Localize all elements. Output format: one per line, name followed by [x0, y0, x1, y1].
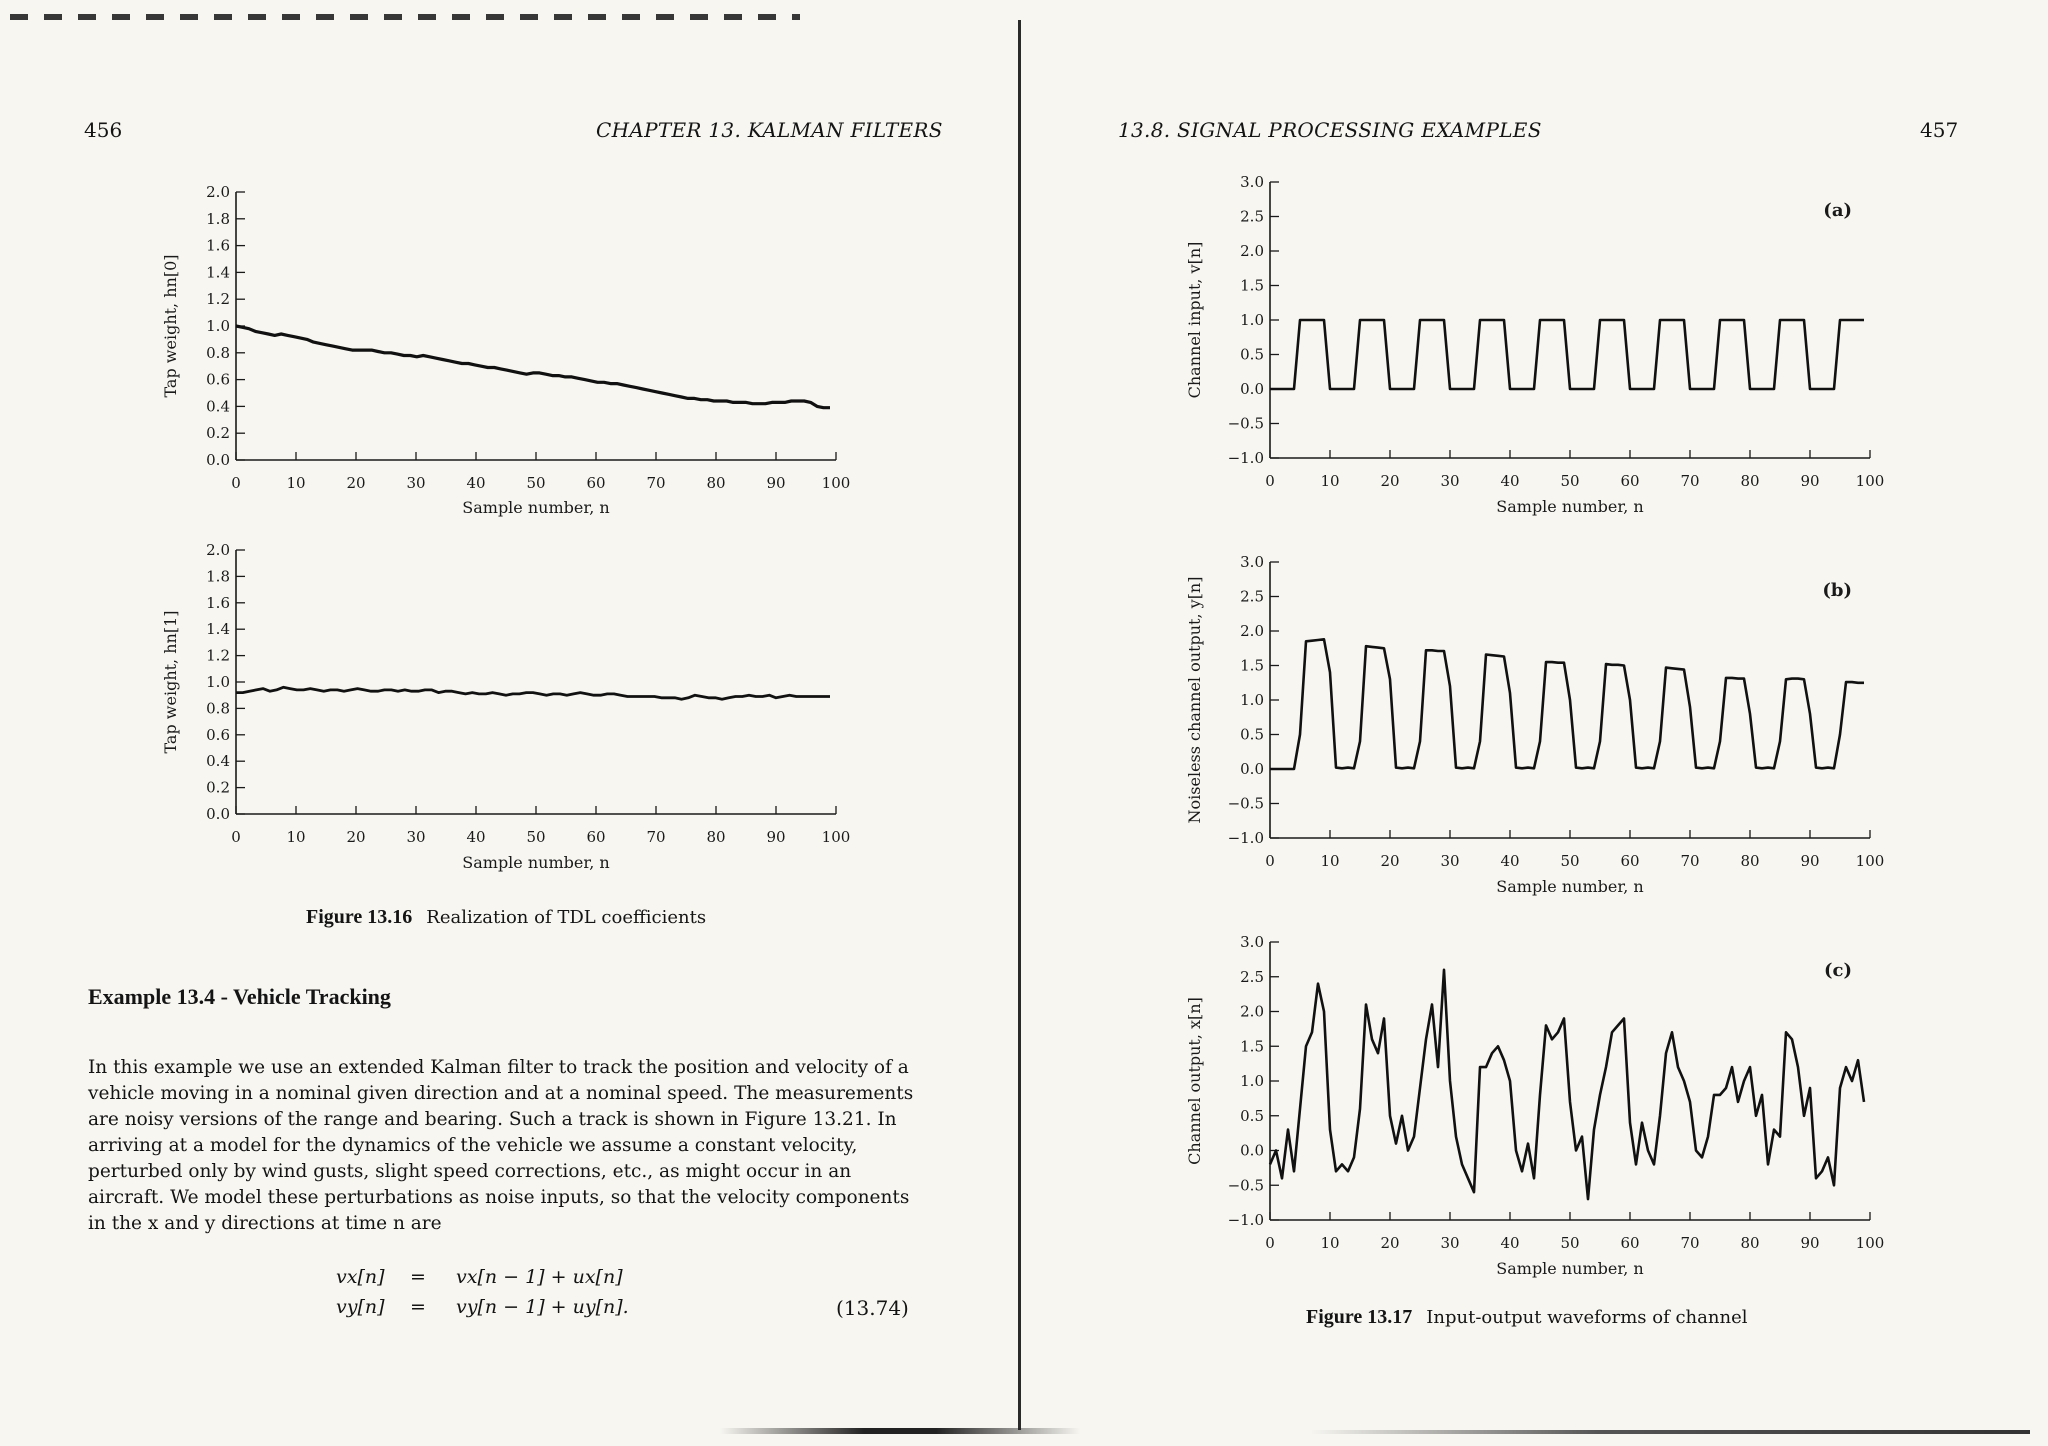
scan-edge-right [1310, 1430, 2030, 1434]
panel-label: (b) [1822, 580, 1852, 601]
x-tick-label: 20 [346, 474, 366, 492]
x-tick-label: 70 [1680, 1234, 1700, 1252]
figure-number: Figure 13.17 [1306, 1306, 1413, 1328]
x-tick-label: 50 [526, 828, 546, 846]
x-tick-label: 10 [286, 474, 306, 492]
y-tick-label: 2.0 [1240, 622, 1264, 640]
figure-13-17-panel-a [1170, 172, 1890, 532]
equation-13-74 [336, 1266, 896, 1326]
x-tick-label: 80 [706, 828, 726, 846]
y-axis-label: Channel output, x[n] [1185, 997, 1204, 1165]
x-tick-label: 10 [1320, 1234, 1340, 1252]
equation-equals: = [410, 1266, 426, 1288]
x-tick-label: 20 [1380, 852, 1400, 870]
y-tick-label: 0.2 [206, 424, 230, 443]
y-axis-label: Tap weight, hn[1] [161, 610, 180, 754]
figure-13-17-panel-b [1170, 552, 1890, 912]
equation-equals: = [410, 1296, 426, 1318]
y-tick-label: 1.4 [206, 620, 230, 639]
x-tick-label: 30 [1440, 852, 1460, 870]
y-tick-label: 2.5 [1240, 967, 1264, 986]
x-tick-label: 0 [231, 474, 241, 492]
x-tick-label: 70 [1680, 852, 1700, 870]
right-page-number: 457 [1920, 118, 1959, 142]
y-tick-label: 1.0 [206, 673, 230, 691]
y-tick-label: −0.5 [1227, 414, 1264, 433]
body-line: vehicle moving in a nominal given direction and at a nominal speed. The measurements [88, 1083, 914, 1104]
y-tick-label: 0.2 [206, 778, 230, 797]
y-tick-label: 0.8 [206, 343, 230, 362]
x-tick-label: 60 [1620, 852, 1640, 870]
x-tick-label: 90 [1800, 1234, 1820, 1252]
y-axis-label: Tap weight, hn[0] [161, 254, 180, 398]
y-tick-label: 0.6 [206, 725, 230, 744]
figure-number: Figure 13.16 [306, 906, 413, 928]
y-tick-label: 0.8 [206, 699, 230, 718]
y-tick-label: 0.5 [1240, 345, 1264, 364]
x-tick-label: 70 [646, 474, 666, 492]
y-tick-label: 1.0 [1240, 1072, 1264, 1090]
y-tick-label: 1.8 [206, 567, 230, 586]
equation-rhs: vy[n − 1] + uy[n]. [456, 1296, 629, 1318]
y-tick-label: 0.4 [206, 397, 230, 416]
y-tick-label: 2.5 [1240, 207, 1264, 226]
figure-13-16-bottom-plot [150, 528, 870, 900]
x-tick-label: 100 [1855, 1234, 1885, 1252]
y-tick-label: 1.2 [206, 646, 230, 665]
x-tick-label: 80 [1740, 472, 1760, 490]
x-tick-label: 100 [821, 828, 851, 846]
y-tick-label: −1.0 [1227, 1211, 1264, 1229]
x-tick-label: 0 [1265, 1234, 1275, 1252]
y-tick-label: 3.0 [1240, 553, 1264, 571]
y-tick-label: 1.5 [1240, 276, 1264, 295]
y-axis-label: Channel input, v[n] [1185, 241, 1204, 399]
panel-label: (a) [1823, 200, 1852, 221]
equation-lhs: vy[n] [336, 1296, 385, 1318]
x-tick-label: 80 [1740, 1234, 1760, 1252]
example-title: Example 13.4 - Vehicle Tracking [88, 984, 391, 1009]
y-tick-label: 0.4 [206, 752, 230, 771]
y-tick-label: 1.2 [206, 290, 230, 309]
y-tick-label: 2.0 [206, 183, 230, 201]
x-tick-label: 60 [586, 828, 606, 846]
x-tick-label: 40 [466, 474, 486, 492]
series-line-hn0 [236, 326, 830, 408]
x-tick-label: 10 [286, 828, 306, 846]
series-line-yn [1270, 639, 1864, 769]
equation-number: (13.74) [836, 1296, 909, 1320]
x-tick-label: 0 [1265, 852, 1275, 870]
x-tick-label: 70 [646, 828, 666, 846]
y-tick-label: −1.0 [1227, 829, 1264, 847]
y-tick-label: 0.0 [206, 805, 230, 823]
y-tick-label: 0.0 [1240, 380, 1264, 398]
x-tick-label: 60 [1620, 472, 1640, 490]
y-tick-label: 1.0 [206, 317, 230, 335]
body-line: are noisy versions of the range and bearing. Such a track is shown in Figure 13.21. In [88, 1109, 897, 1130]
x-tick-label: 50 [1560, 1234, 1580, 1252]
x-tick-label: 0 [231, 828, 241, 846]
y-tick-label: 1.4 [206, 263, 230, 282]
y-tick-label: 2.0 [206, 541, 230, 559]
x-tick-label: 40 [1500, 852, 1520, 870]
x-tick-label: 50 [526, 474, 546, 492]
y-tick-label: 1.6 [206, 236, 230, 255]
x-tick-label: 90 [1800, 472, 1820, 490]
series-line-xn [1270, 970, 1864, 1199]
y-tick-label: −0.5 [1227, 794, 1264, 813]
series-line-vn [1270, 320, 1864, 389]
body-line: In this example we use an extended Kalman filter to track the position and velocity of a [88, 1057, 909, 1078]
body-paragraph [88, 1055, 934, 1237]
y-tick-label: 3.0 [1240, 173, 1264, 191]
x-tick-label: 20 [1380, 472, 1400, 490]
x-tick-label: 20 [1380, 1234, 1400, 1252]
x-tick-label: 30 [1440, 1234, 1460, 1252]
page-gutter [1018, 20, 1021, 1430]
x-axis-label: Sample number, n [462, 498, 610, 517]
body-line: aircraft. We model these perturbations as noise inputs, so that the velocity components [88, 1187, 910, 1208]
figure-13-16-top-plot [150, 170, 870, 540]
x-tick-label: 100 [1855, 852, 1885, 870]
y-tick-label: −0.5 [1227, 1176, 1264, 1195]
x-tick-label: 30 [406, 474, 426, 492]
body-line: in the x and y directions at time n are [88, 1213, 442, 1234]
x-tick-label: 10 [1320, 852, 1340, 870]
equation-line [336, 1296, 896, 1326]
y-tick-label: 0.6 [206, 370, 230, 389]
y-axis-label: Noiseless channel output, y[n] [1185, 576, 1204, 824]
equation-rhs: vx[n − 1] + ux[n] [456, 1266, 623, 1288]
equation-lhs: vx[n] [336, 1266, 385, 1288]
y-tick-label: 2.0 [1240, 242, 1264, 260]
series-line-hn1 [236, 687, 830, 699]
figure-caption-text: Realization of TDL coefficients [426, 907, 707, 928]
body-line: perturbed only by wind gusts, slight speed corrections, etc., as might occur in an [88, 1161, 852, 1182]
x-tick-label: 80 [706, 474, 726, 492]
y-tick-label: 1.0 [1240, 691, 1264, 709]
x-tick-label: 60 [1620, 1234, 1640, 1252]
x-tick-label: 70 [1680, 472, 1700, 490]
left-page-number: 456 [84, 118, 123, 142]
x-tick-label: 60 [586, 474, 606, 492]
y-tick-label: 0.5 [1240, 1106, 1264, 1125]
x-tick-label: 90 [766, 474, 786, 492]
y-tick-label: 2.5 [1240, 587, 1264, 606]
y-tick-label: 1.8 [206, 209, 230, 228]
gutter-base [720, 1428, 1080, 1434]
x-tick-label: 30 [406, 828, 426, 846]
x-tick-label: 100 [821, 474, 851, 492]
y-tick-label: −1.0 [1227, 449, 1264, 467]
y-tick-label: 1.0 [1240, 311, 1264, 329]
figure-caption-text: Input-output waveforms of channel [1426, 1307, 1748, 1328]
x-tick-label: 80 [1740, 852, 1760, 870]
panel-label: (c) [1824, 960, 1852, 981]
y-tick-label: 3.0 [1240, 933, 1264, 951]
y-tick-label: 2.0 [1240, 1002, 1264, 1021]
x-tick-label: 40 [1500, 1234, 1520, 1252]
x-tick-label: 90 [766, 828, 786, 846]
y-tick-label: 1.5 [1240, 656, 1264, 675]
x-axis-label: Sample number, n [1496, 1259, 1644, 1278]
x-tick-label: 90 [1800, 852, 1820, 870]
x-axis-label: Sample number, n [1496, 497, 1644, 516]
x-tick-label: 50 [1560, 852, 1580, 870]
x-tick-label: 20 [346, 828, 366, 846]
x-tick-label: 0 [1265, 472, 1275, 490]
y-tick-label: 0.0 [206, 451, 230, 469]
y-tick-label: 1.6 [206, 593, 230, 612]
x-tick-label: 100 [1855, 472, 1885, 490]
right-running-header: 13.8. SIGNAL PROCESSING EXAMPLES [1118, 118, 1542, 142]
body-line: arriving at a model for the dynamics of the vehicle we assume a constant velocity, [88, 1135, 858, 1156]
x-tick-label: 10 [1320, 472, 1340, 490]
y-tick-label: 1.5 [1240, 1037, 1264, 1056]
y-tick-label: 0.0 [1240, 1141, 1264, 1160]
scan-edge-dashes [10, 14, 800, 20]
y-tick-label: 0.0 [1240, 760, 1264, 778]
x-tick-label: 40 [466, 828, 486, 846]
figure-13-16-caption [306, 906, 706, 929]
figure-13-17-caption [1306, 1306, 1747, 1329]
figure-13-17-panel-c [1170, 932, 1890, 1294]
x-axis-label: Sample number, n [1496, 877, 1644, 896]
x-tick-label: 30 [1440, 472, 1460, 490]
left-running-header: CHAPTER 13. KALMAN FILTERS [596, 118, 943, 142]
y-tick-label: 0.5 [1240, 725, 1264, 744]
x-axis-label: Sample number, n [462, 853, 610, 872]
x-tick-label: 50 [1560, 472, 1580, 490]
equation-line [336, 1266, 896, 1296]
x-tick-label: 40 [1500, 472, 1520, 490]
